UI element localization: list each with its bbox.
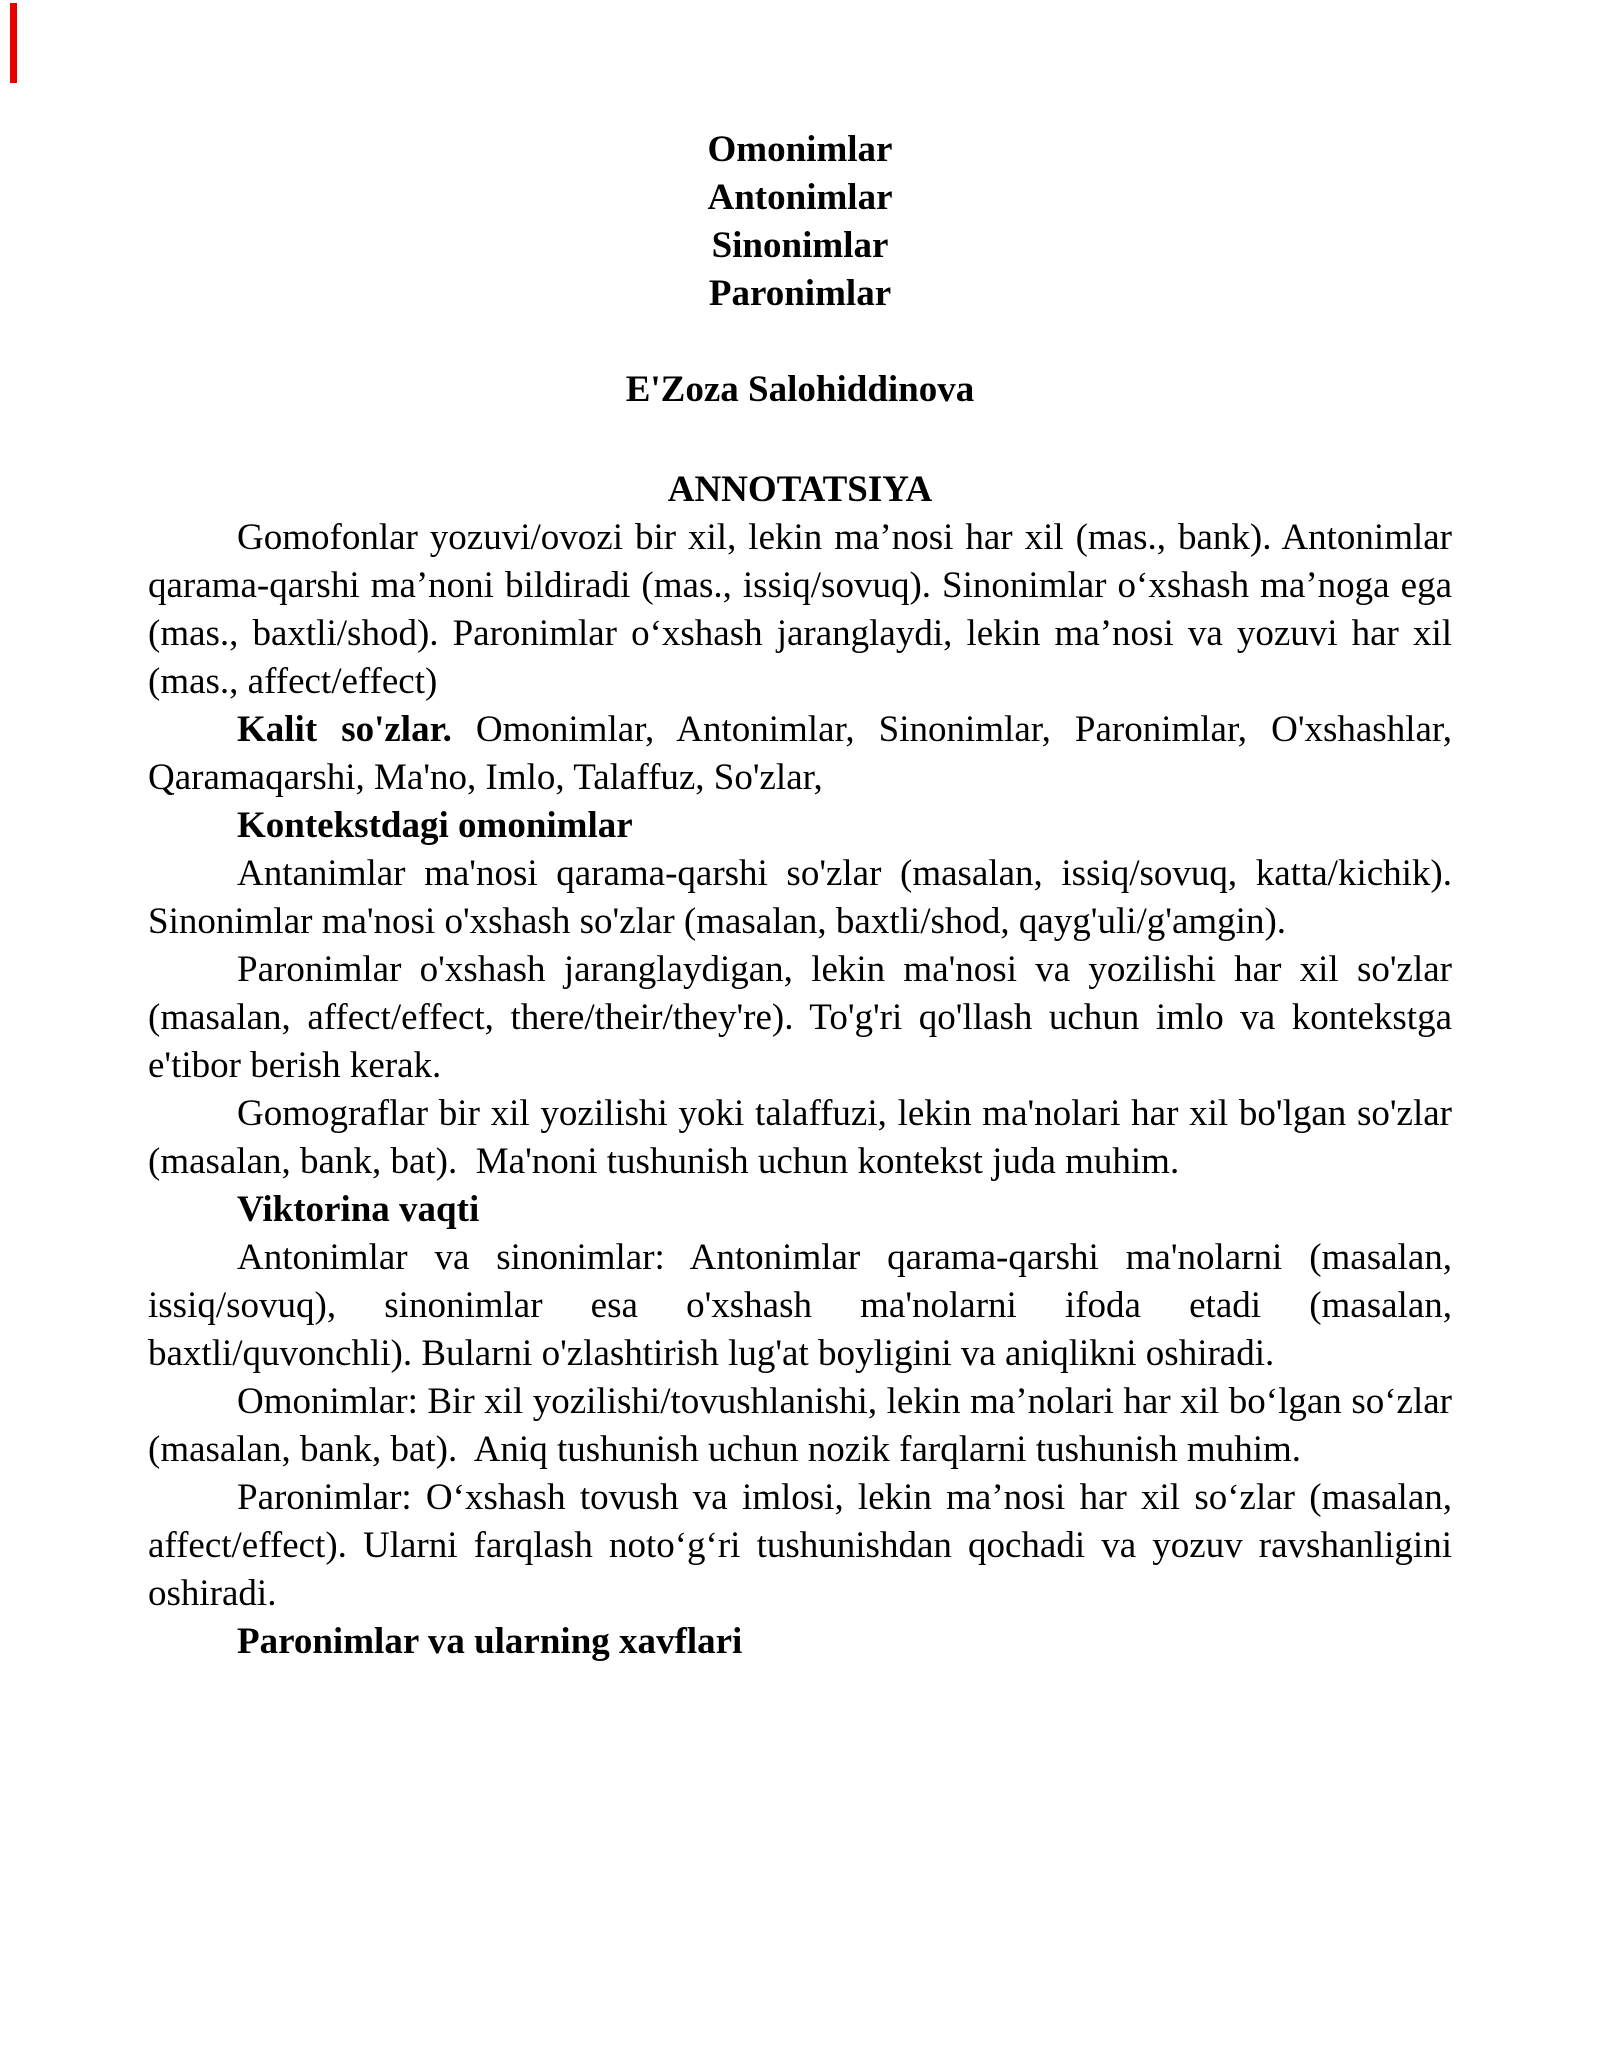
annotation-heading: ANNOTATSIYA xyxy=(667,469,933,510)
revision-marker xyxy=(10,3,17,83)
keywords-text: Omonimlar, Antonimlar, Sinonimlar, Paronimlar, O'xshashlar, Qaramaqarshi, Ma'no, Imlo, Talaffuz, So'zlar, xyxy=(148,709,1452,798)
keywords-paragraph xyxy=(148,706,1452,802)
title-line: Omonimlar xyxy=(707,129,893,170)
title-line: Antonimlar xyxy=(707,177,893,218)
section-heading: Paronimlar va ularning xavflari xyxy=(237,1621,743,1662)
body-paragraph: Antonimlar va sinonimlar: Antonimlar qarama-qarshi ma'nolarni (masalan, issiq/sovuq), sinonimlar esa o'xshash ma'nolarni ifoda etadi (masalan, baxtli/quvonchli). Bularni o'zlashtirish lug'at boyligini va aniqlikni oshiradi. xyxy=(148,1237,1452,1374)
section-heading: Kontekstdagi omonimlar xyxy=(237,805,633,846)
author-name: E'Zoza Salohiddinova xyxy=(625,369,975,410)
body-paragraph: Omonimlar: Bir xil yozilishi/tovushlanishi, lekin ma’nolari har xil bo‘lgan so‘zlar (masalan, bank, bat). Aniq tushunish uchun nozik farqlarni tushunish muhim. xyxy=(148,1381,1452,1470)
body-paragraph: Gomograflar bir xil yozilishi yoki talaffuzi, lekin ma'nolari har xil bo'lgan so'zlar (masalan, bank, bat). Ma'noni tushunish uchun kontekst juda muhim. xyxy=(148,1093,1452,1182)
body-paragraph: Paronimlar o'xshash jaranglaydigan, lekin ma'nosi va yozilishi har xil so'zlar (masalan, affect/effect, there/their/they're). To'g'ri qo'llash uchun imlo va kontekstga e'tibor berish kerak. xyxy=(148,949,1452,1086)
title-line: Sinonimlar xyxy=(711,225,889,266)
body-paragraph: Antanimlar ma'nosi qarama-qarshi so'zlar (masalan, issiq/sovuq, katta/kichik). Sinonimlar ma'nosi o'xshash so'zlar (masalan, baxtli/shod, qayg'uli/g'amgin). xyxy=(148,853,1452,942)
annotation-paragraph: Gomofonlar yozuvi/ovozi bir xil, lekin ma’nosi har xil (mas., bank). Antonimlar qarama-qarshi ma’noni bildiradi (mas., issiq/sovuq). Sinonimlar o‘xshash ma’noga ega (mas., baxtli/shod). Paronimlar o‘xshash jaranglaydi, lekin ma’nosi va yozuvi har xil (mas., affect/effect) xyxy=(148,517,1452,702)
body-paragraph: Paronimlar: O‘xshash tovush va imlosi, lekin ma’nosi har xil so‘zlar (masalan, affect/effect). Ularni farqlash noto‘g‘ri tushunishdan qochadi va yozuv ravshanligini oshiradi. xyxy=(148,1477,1452,1614)
title-line: Paronimlar xyxy=(708,273,892,314)
section-heading: Viktorina vaqti xyxy=(237,1189,480,1230)
document-title-block xyxy=(148,126,1452,318)
keywords-label: Kalit so'zlar. xyxy=(237,709,452,750)
